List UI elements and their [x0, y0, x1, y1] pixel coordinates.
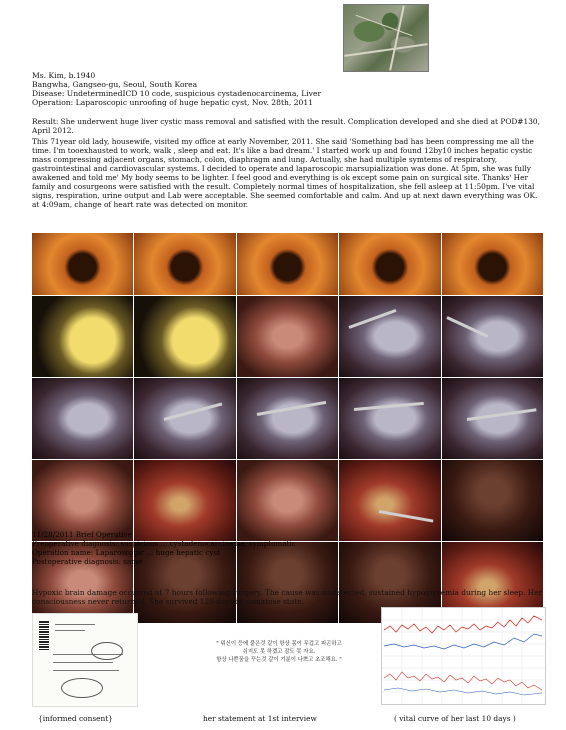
surgery-photo [339, 460, 440, 541]
surgery-photo [237, 460, 338, 541]
surgery-photo [237, 378, 338, 459]
patient-address: Bangwha, Gangseo-gu, Seoul, South Korea [32, 80, 198, 89]
surgery-photo [442, 233, 543, 295]
outcome-paragraph: Hypoxic brain damage occurred at 7 hours following surgery. The cause was undetected, sustained hypoglycemia during her sleep. Her consciousness never returned. She survived 129 days in comatose state. [32, 588, 543, 606]
op-note-line: Preoperative diagnosis: suspicious ... cystadenocarcinema, symptomatic [32, 539, 296, 548]
surgery-photo [32, 296, 133, 377]
surgery-photo [32, 378, 133, 459]
surgery-photo [134, 460, 235, 541]
surgery-photo [237, 233, 338, 295]
vital-curve-chart [381, 607, 546, 705]
operation-line: Operation: Laparoscopic unroofing of huge hepatic cyst, Nov. 28th, 2011 [32, 98, 314, 107]
surgery-photo [134, 296, 235, 377]
story-paragraph: This 71year old lady, housewife, visited my office at early November, 2011. She said 'Something bad has been compressing me all the time. I'm tooexhausted to work, walk , sleep and eat. It's like a bad dream.' I started work up and found 12by10 inches hepatic cystic mass compressing adjacent organs, stomach, colon, diaphragm and lung. Actually, she had multiple symtems of respiratory, gastrointestinal and cardiovascular systems. I decided to operate and laparoscopic marsupialization was done. At 5pm, she was fully awakened and told me' My body seems to be lighter. I feel good and everything is ok except some pain on surgical site. Thanks' Her family and cosurgeons were satisfied with the result. Completely normal times of hospitalization, she fell asleep at 11:50pm. I've vital signs, respiration, urine output and Lab were acceptable. She seemed comfortable and calm. And up at next dawn everything was OK. at 4:09am, change of heart rate was detected on monitor. [32, 137, 538, 209]
surgery-photo [339, 378, 440, 459]
surgery-photo [442, 296, 543, 377]
surgery-photo [237, 296, 338, 377]
op-note-line: Postoperative diagnosis: same [32, 557, 143, 566]
disease-line: Disease: UndeterminedICD 10 code, suspicious cystadenocarcinema, Liver [32, 89, 322, 98]
surgery-photo [134, 378, 235, 459]
surgery-photo [339, 233, 440, 295]
op-note-line: 11/28/2011 Brief Operative [32, 530, 132, 539]
satellite-map-image [343, 4, 429, 72]
surgery-photo [237, 542, 338, 623]
surgery-photo [339, 296, 440, 377]
surgery-photo [32, 233, 133, 295]
op-note-line: Operation name: Laparoscopic ... huge hepatic cyst [32, 548, 221, 557]
caption-consent: {informed consent} [38, 714, 113, 723]
patient-name: Ms. Kim, b.1940 [32, 71, 96, 80]
informed-consent-image [32, 613, 138, 707]
caption-vitals: ( vital curve of her last 10 days ) [394, 714, 516, 723]
result-paragraph: Result: She underwent huge liver cystic mass removal and satisfied with the result. Complication developed and she died at POD#130, April 2012. [32, 117, 540, 135]
surgery-photo [442, 378, 543, 459]
surgery-photo [442, 460, 543, 541]
caption-statement: her statement at 1st interview [203, 714, 317, 723]
surgery-photo [134, 233, 235, 295]
surgery-photo [32, 460, 133, 541]
patient-statement-quote: " 뭐신이 등에 붙은것 같이 항상 몸이 무겁고 피곤하고 쉬지도 못 하겠고 잠도 못 자요. 항상 나쁜꿈을 꾸는것 같이 기분이 나쁘고 초조해요. " [216, 641, 342, 663]
